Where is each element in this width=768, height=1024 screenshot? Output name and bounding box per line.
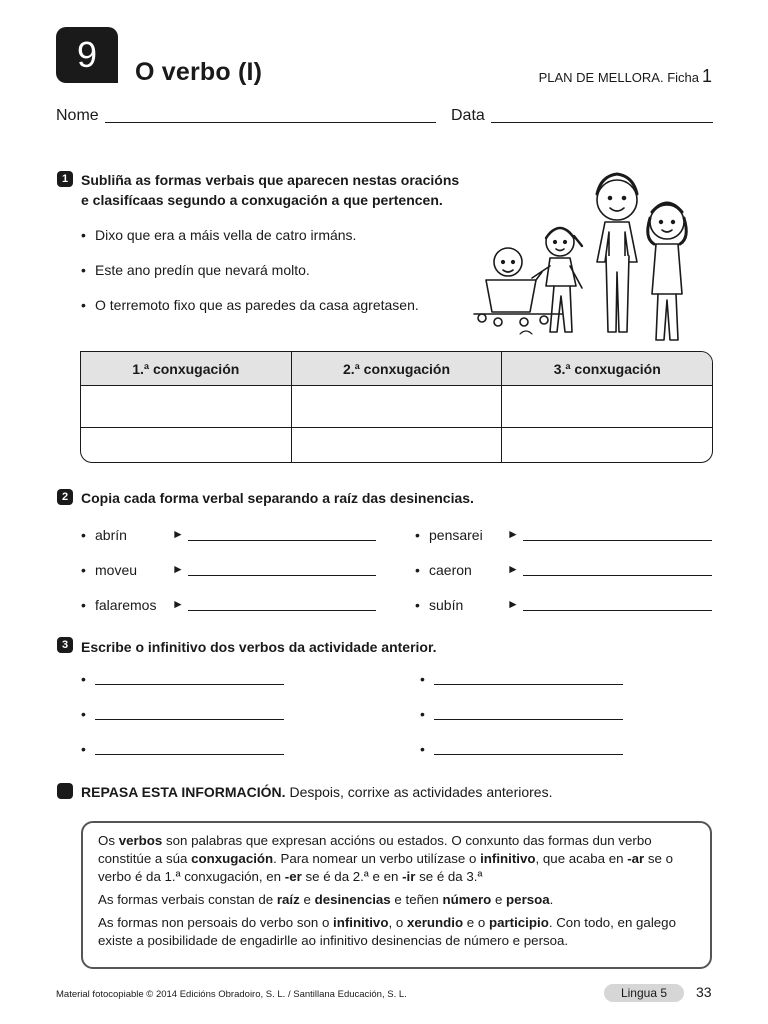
- name-field[interactable]: [105, 122, 436, 123]
- bullet: •: [420, 671, 425, 687]
- text: . Para nomear un verbo utilízase o: [273, 851, 481, 866]
- sentence-3[interactable]: O terremoto fixo que as paredes da casa agretasen.: [95, 297, 419, 313]
- bullet: •: [415, 597, 420, 613]
- review-heading: [81, 782, 552, 802]
- review-marker-icon: [57, 783, 73, 799]
- page-title: O verbo (I): [135, 58, 263, 86]
- info-paragraph-1: [98, 832, 696, 886]
- arrow-icon: ►: [507, 597, 519, 611]
- bullet: •: [81, 527, 86, 543]
- activity-3-number: 3: [57, 637, 73, 653]
- copyright-note: Material fotocopiable © 2014 Edicións Obradoiro, S. L. / Santillana Educación, S. L.: [56, 989, 407, 1000]
- bullet: •: [81, 741, 86, 757]
- verb-left-3: falaremos: [95, 597, 157, 613]
- text: e: [491, 892, 507, 907]
- plan-label: [539, 66, 712, 87]
- table-cell[interactable]: [291, 386, 502, 428]
- term: número: [442, 892, 492, 907]
- activity-1-instruction-line1: Subliña as formas verbais que aparecen nestas oracións: [81, 172, 460, 188]
- text: e o: [463, 915, 489, 930]
- text: Os: [98, 833, 119, 848]
- answer-line[interactable]: [434, 684, 623, 685]
- sentence-2[interactable]: Este ano predín que nevará molto.: [95, 262, 310, 278]
- conjugation-table: [80, 351, 713, 463]
- answer-line[interactable]: [188, 540, 376, 541]
- text: se o verbo é da 1.ª conxugación, en: [98, 851, 674, 884]
- page-number: 33: [696, 984, 712, 1000]
- activity-2-instruction: Copia cada forma verbal separando a raíz das desinencias.: [81, 490, 474, 506]
- answer-line[interactable]: [95, 719, 284, 720]
- family-illustration: [470, 170, 715, 348]
- table-header-3: 3.ª conxugación: [502, 352, 712, 386]
- bullet: •: [81, 706, 86, 722]
- text: , o: [388, 915, 407, 930]
- text: .: [549, 892, 554, 907]
- text: . Con todo, en galego existe a posibilidade de engadirlle ao infinitivo desinencias de número e persoa.: [98, 915, 676, 948]
- table-cell[interactable]: [502, 386, 712, 428]
- verb-right-2: caeron: [429, 562, 472, 578]
- answer-line[interactable]: [523, 575, 712, 576]
- term: infinitivo: [480, 851, 536, 866]
- table-header-1: 1.ª conxugación: [81, 352, 291, 386]
- bullet: •: [81, 297, 86, 313]
- text: e teñen: [390, 892, 443, 907]
- bullet: •: [420, 706, 425, 722]
- answer-line[interactable]: [188, 610, 376, 611]
- verb-left-2: moveu: [95, 562, 138, 578]
- activity-3-instruction: Escribe o infinitivo dos verbos da actividade anterior.: [81, 639, 437, 655]
- text: se é da 3.ª: [415, 869, 483, 884]
- answer-line[interactable]: [188, 575, 376, 576]
- bullet: •: [81, 262, 86, 278]
- verb-right-1: pensarei: [429, 527, 483, 543]
- bullet: •: [415, 527, 420, 543]
- activity-2-number: 2: [57, 489, 73, 505]
- unit-number-badge: 9: [56, 27, 118, 83]
- table-cell[interactable]: [81, 386, 291, 428]
- text: son palabras que expresan accións ou estados. O conxunto das formas dun verbo constitúe a súa: [98, 833, 652, 866]
- review-subheading: Despois, corrixe as actividades anteriores.: [289, 784, 553, 800]
- text: e: [299, 892, 315, 907]
- info-paragraph-2: [98, 891, 696, 909]
- text: , que acaba en: [535, 851, 628, 866]
- bullet: •: [81, 562, 86, 578]
- table-cell[interactable]: [291, 427, 502, 462]
- arrow-icon: ►: [507, 527, 519, 541]
- activity-1-number: 1: [57, 171, 73, 187]
- bullet: •: [420, 741, 425, 757]
- term: verbos: [118, 833, 163, 848]
- term: raíz: [276, 892, 300, 907]
- activity-1-instruction-line2: e clasifícaas segundo a conxugación a que pertencen.: [81, 192, 443, 208]
- term: desinencias: [314, 892, 391, 907]
- term: xerundio: [406, 915, 464, 930]
- text: se é da 2.ª e en: [301, 869, 403, 884]
- ficha-number: 1: [701, 66, 712, 86]
- term: participio: [488, 915, 549, 930]
- term: -er: [284, 869, 302, 884]
- term: -ir: [402, 869, 416, 884]
- text: As formas non persoais do verbo son o: [98, 915, 334, 930]
- answer-line[interactable]: [434, 719, 623, 720]
- arrow-icon: ►: [507, 562, 519, 576]
- review-heading-bold: REPASA ESTA INFORMACIÓN.: [81, 784, 286, 800]
- activity-1-instruction: [81, 170, 459, 210]
- date-label: Data: [451, 107, 485, 124]
- sentence-1[interactable]: Dixo que era a máis vella de catro irmáns.: [95, 227, 357, 243]
- bullet: •: [81, 671, 86, 687]
- table-cell[interactable]: [502, 427, 712, 462]
- table-header-2: 2.ª conxugación: [291, 352, 502, 386]
- plan-text: PLAN DE MELLORA. Ficha: [538, 70, 699, 85]
- term: persoa: [506, 892, 550, 907]
- subject-badge: Lingua 5: [604, 984, 684, 1002]
- info-paragraph-3: [98, 914, 696, 950]
- answer-line[interactable]: [434, 754, 623, 755]
- arrow-icon: ►: [172, 527, 184, 541]
- text: As formas verbais constan de: [98, 892, 277, 907]
- bullet: •: [81, 597, 86, 613]
- answer-line[interactable]: [523, 610, 712, 611]
- term: infinitivo: [333, 915, 389, 930]
- term: conxugación: [191, 851, 274, 866]
- answer-line[interactable]: [523, 540, 712, 541]
- term: -ar: [627, 851, 645, 866]
- name-label: Nome: [56, 107, 99, 124]
- answer-line[interactable]: [95, 754, 284, 755]
- verb-right-3: subín: [429, 597, 464, 613]
- table-cell[interactable]: [81, 427, 291, 462]
- verb-left-1: abrín: [95, 527, 127, 543]
- info-box: [81, 821, 712, 969]
- answer-line[interactable]: [95, 684, 284, 685]
- bullet: •: [81, 227, 86, 243]
- arrow-icon: ►: [172, 562, 184, 576]
- date-field[interactable]: [491, 122, 713, 123]
- bullet: •: [415, 562, 420, 578]
- arrow-icon: ►: [172, 597, 184, 611]
